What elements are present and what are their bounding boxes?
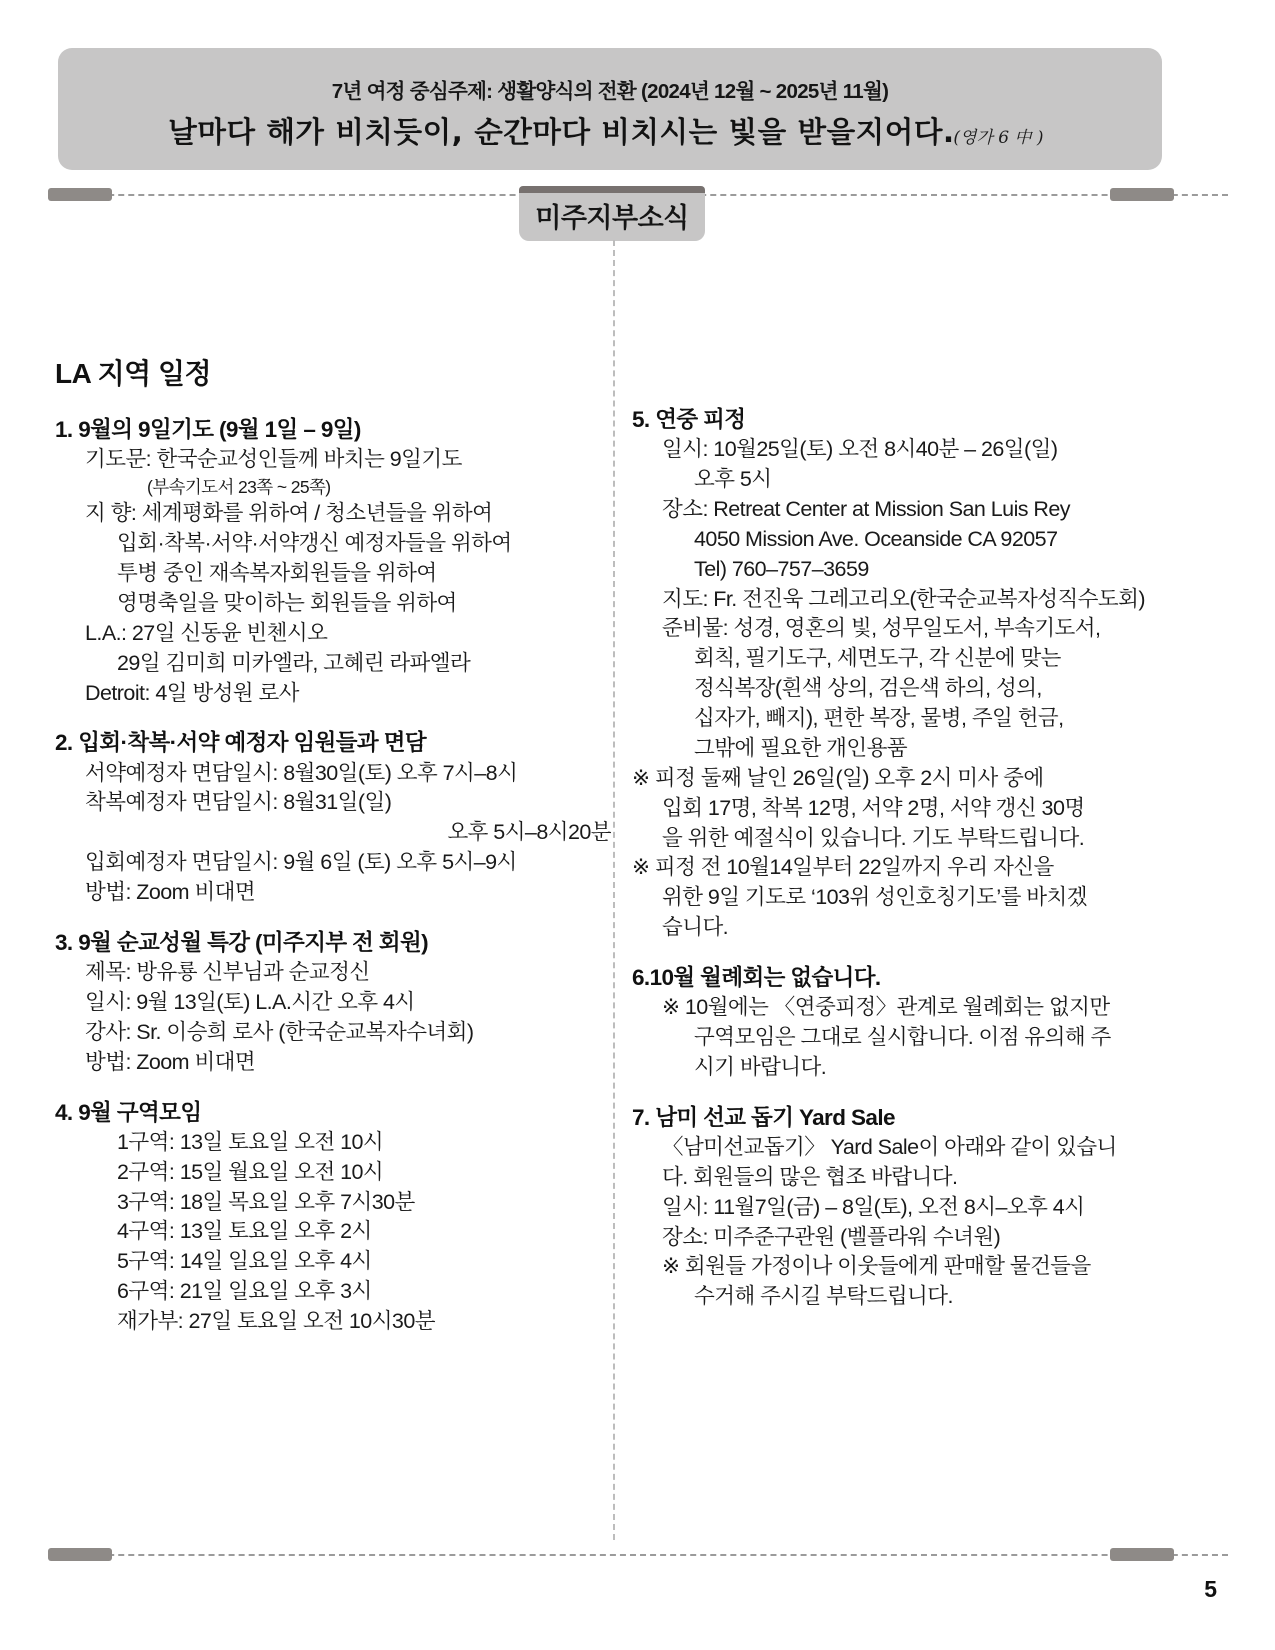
agenda-item-line: 그밖에 필요한 개인용품 xyxy=(694,735,908,760)
agenda-item-line: 6구역: 21일 일요일 오후 3시 xyxy=(117,1279,372,1304)
agenda-item-heading: 2. 입회·착복·서약 예정자 임원들과 면담 xyxy=(55,730,426,756)
agenda-item-line: 3구역: 18일 목요일 오후 7시30분 xyxy=(117,1189,415,1214)
section-tab-label: 미주지부소식 xyxy=(535,202,689,233)
header-banner xyxy=(58,48,1162,170)
banner-verse-row xyxy=(168,110,1044,151)
agenda-item-line: 서약예정자 면담일시: 8월30일(토) 오후 7시–8시 xyxy=(85,760,518,785)
agenda-item-line: 29일 김미희 미카엘라, 고혜린 라파엘라 xyxy=(117,650,471,675)
agenda-item-line: 4050 Mission Ave. Oceanside CA 92057 xyxy=(694,526,1058,551)
agenda-item-line: 4구역: 13일 토요일 오후 2시 xyxy=(117,1219,372,1244)
agenda-item-line: 2구역: 15일 월요일 오전 10시 xyxy=(117,1159,384,1184)
agenda-item-line: 5구역: 14일 일요일 오후 4시 xyxy=(117,1249,372,1274)
agenda-item xyxy=(55,928,615,1078)
agenda-item-line: 일시: 10월25일(토) 오전 8시40분 – 26일(일) xyxy=(662,437,1058,462)
agenda-item-line: 장소: 미주준구관원 (벨플라워 수녀원) xyxy=(662,1224,1001,1249)
agenda-item-line: 시기 바랍니다. xyxy=(694,1054,827,1079)
top-right-cap xyxy=(1110,188,1174,201)
agenda-item-line: 입회·착복·서약·서약갱신 예정자들을 위하여 xyxy=(117,531,512,556)
agenda-item-line: 오후 5시–8시20분 xyxy=(447,820,611,845)
agenda-item-line: 위한 9일 기도로 ‘103위 성인호칭기도’를 바치겠 xyxy=(662,885,1087,910)
agenda-item-heading: 7. 남미 선교 돕기 Yard Sale xyxy=(632,1104,895,1130)
agenda-item-line: 착복예정자 면담일시: 8월31일(일) xyxy=(85,790,392,815)
left-column xyxy=(55,415,615,1357)
agenda-item-line: 오후 5시 xyxy=(694,467,772,492)
agenda-item-heading: 3. 9월 순교성월 특강 (미주지부 전 회원) xyxy=(55,929,429,955)
agenda-item-line: 1구역: 13일 토요일 오전 10시 xyxy=(117,1129,384,1154)
agenda-item-line: 입회예정자 면담일시: 9월 6일 (토) 오후 5시–9시 xyxy=(85,850,517,875)
agenda-item-heading: 1. 9월의 9일기도 (9월 1일 – 9일) xyxy=(55,417,361,442)
page-number: 5 xyxy=(1204,1576,1217,1602)
agenda-item-line: 입회 17명, 착복 12명, 서약 2명, 서약 갱신 30명 xyxy=(662,795,1085,820)
bottom-left-cap xyxy=(48,1548,112,1561)
agenda-item-line: ※ 피정 전 10월14일부터 22일까지 우리 자신을 xyxy=(632,855,1054,880)
agenda-item xyxy=(632,1103,1212,1312)
agenda-item-line: 〈남미선교돕기〉 Yard Sale이 아래와 같이 있습니 xyxy=(662,1134,1117,1159)
agenda-item xyxy=(55,415,615,708)
agenda-item-line: 장소: Retreat Center at Mission San Luis Rey xyxy=(662,496,1071,521)
agenda-item-line: Tel) 760–757–3659 xyxy=(694,556,869,581)
agenda-item-line: 구역모임은 그대로 실시합니다. 이점 유의해 주 xyxy=(694,1025,1111,1050)
agenda-item-heading: 5. 연중 피정 xyxy=(632,407,746,432)
agenda-item-line: 영명축일을 맞이하는 회원들을 위하여 xyxy=(117,590,457,615)
banner-verse-reference: (영가 6 中 ) xyxy=(953,127,1044,148)
agenda-item xyxy=(55,1098,615,1337)
agenda-item-line: ※ 10월에는 〈연중피정〉관계로 월례회는 없지만 xyxy=(662,995,1110,1020)
agenda-item xyxy=(55,728,615,908)
agenda-item-line: 방법: Zoom 비대면 xyxy=(85,880,256,905)
agenda-item-line: Detroit: 4일 방성원 로사 xyxy=(85,680,299,705)
agenda-item-heading: 6.10월 월례회는 없습니다. xyxy=(632,965,881,991)
agenda-item-line: ※ 회원들 가정이나 이웃들에게 판매할 물건들을 xyxy=(662,1254,1091,1279)
agenda-item-line: 지 향: 세계평화를 위하여 / 청소년들을 위하여 xyxy=(85,501,493,526)
agenda-item-line: L.A.: 27일 신동윤 빈첸시오 xyxy=(85,620,328,645)
banner-verse-text: 날마다 해가 비치듯이, 순간마다 비치시는 빛을 받을지어다. xyxy=(168,114,956,149)
bottom-divider-rule xyxy=(48,1554,1228,1556)
agenda-item-line: 수거해 주시길 부탁드립니다. xyxy=(694,1284,953,1309)
agenda-item-line: 다. 회원들의 많은 협조 바랍니다. xyxy=(662,1164,958,1189)
agenda-item-line: 준비물: 성경, 영혼의 빛, 성무일도서, 부속기도서, xyxy=(662,616,1101,641)
agenda-item-line: 투병 중인 재속복자회원들을 위하여 xyxy=(117,561,437,586)
agenda-item-line: 십자가, 빼지), 편한 복장, 물병, 주일 헌금, xyxy=(694,706,1064,731)
agenda-item-line: 정식복장(흰색 상의, 검은색 하의, 성의, xyxy=(694,676,1042,701)
agenda-item xyxy=(632,963,1212,1083)
agenda-item-line: 을 위한 예절식이 있습니다. 기도 부탁드립니다. xyxy=(662,825,1085,850)
agenda-item-line: 재가부: 27일 토요일 오전 10시30분 xyxy=(117,1309,435,1333)
agenda-item-line: 회칙, 필기도구, 세면도구, 각 신분에 맞는 xyxy=(694,646,1061,671)
agenda-item-line: 방법: Zoom 비대면 xyxy=(85,1049,256,1074)
top-left-cap xyxy=(48,188,112,201)
banner-theme-text: 7년 여정 중심주제: 생활양식의 전환 (2024년 12월 ~ 2025년 11월) xyxy=(331,79,889,103)
agenda-item-line: ※ 피정 둘째 날인 26일(일) 오후 2시 미사 중에 xyxy=(632,765,1044,790)
right-column xyxy=(632,405,1212,1332)
agenda-item-line: 습니다. xyxy=(662,915,729,940)
agenda-item-line: 일시: 9월 13일(토) L.A.시간 오후 4시 xyxy=(85,989,415,1014)
agenda-item-line: 제목: 방유룡 신부님과 순교정신 xyxy=(85,960,370,985)
agenda-item xyxy=(632,405,1212,943)
page-title: LA 지역 일정 xyxy=(55,358,212,389)
agenda-item-line: 일시: 11월7일(금) – 8일(토), 오전 8시–오후 4시 xyxy=(662,1194,1085,1219)
agenda-item-line: 지도: Fr. 전진욱 그레고리오(한국순교복자성직수도회) xyxy=(662,586,1145,611)
agenda-item-line: (부속기도서 23쪽 ~ 25쪽) xyxy=(147,477,331,498)
agenda-item-heading: 4. 9월 구역모임 xyxy=(55,1099,202,1125)
agenda-item-line: 강사: Sr. 이승희 로사 (한국순교복자수녀회) xyxy=(85,1019,474,1044)
section-tab xyxy=(519,193,705,241)
agenda-item-line: 기도문: 한국순교성인들께 바치는 9일기도 xyxy=(85,447,462,472)
bottom-right-cap xyxy=(1110,1548,1174,1561)
